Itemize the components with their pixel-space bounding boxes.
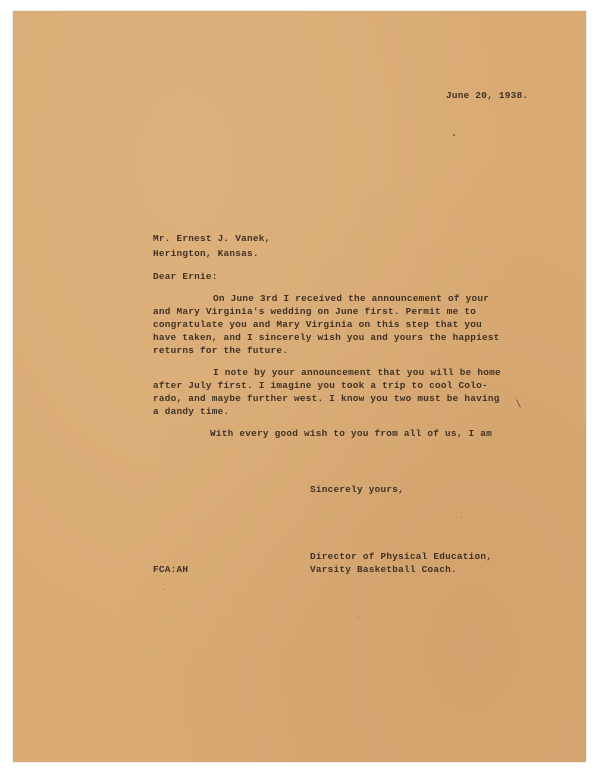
paragraph-line: congratulate you and Mary Virginia on this step that you <box>153 319 483 330</box>
paragraph-line: I note by your announcement that you will be home <box>213 367 501 378</box>
paragraph-line: have taken, and I sincerely wish you and yours the happiest <box>153 332 500 343</box>
letter-paper <box>13 11 586 762</box>
paper-speck <box>516 399 521 408</box>
paragraph-line: and Mary Virginia's wedding on June first. Permit me to <box>153 306 477 317</box>
letter-date: June 20, 1938. <box>446 90 529 101</box>
paragraph-line: returns for the future. <box>153 345 289 356</box>
typist-initials: FCA:AH <box>153 564 189 575</box>
paper-speck <box>358 617 359 618</box>
paper-speck <box>461 517 462 518</box>
paragraph-line: rado, and maybe further west. I know you two must be having <box>153 393 500 404</box>
signature-title-1: Director of Physical Education, <box>310 551 493 562</box>
signature-title-2: Varsity Basketball Coach. <box>310 564 457 575</box>
recipient-name: Mr. Ernest J. Vanek, <box>153 233 271 244</box>
paragraph-line: With every good wish to you from all of us, I am <box>210 428 493 439</box>
recipient-city: Herington, Kansas. <box>153 248 259 259</box>
paper-speck <box>453 134 455 136</box>
paragraph-line: after July first. I imagine you took a trip to cool Colo- <box>153 380 488 391</box>
paper-speck <box>163 589 164 590</box>
salutation: Dear Ernie: <box>153 271 218 282</box>
paragraph-line: On June 3rd I received the announcement of your <box>213 293 490 304</box>
closing: Sincerely yours, <box>310 484 405 495</box>
paragraph-line: a dandy time. <box>153 406 230 417</box>
